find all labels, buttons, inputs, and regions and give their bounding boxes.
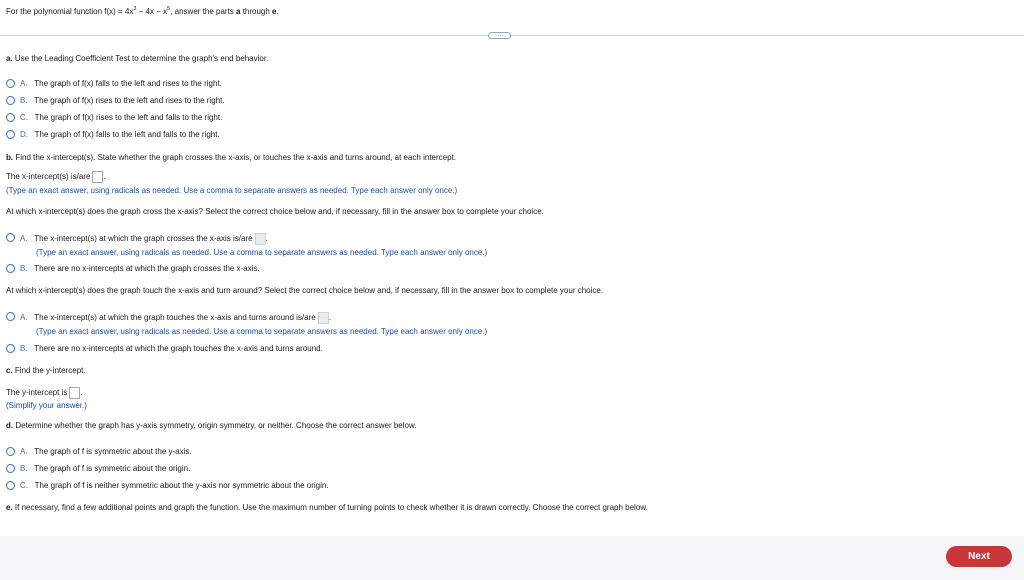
part-a-option-a-radio[interactable]	[6, 79, 15, 88]
part-d-option-c-radio[interactable]	[6, 481, 15, 490]
touch-option-b-radio[interactable]	[6, 344, 15, 353]
x-intercepts-input[interactable]	[92, 171, 103, 183]
part-a-option-d-radio[interactable]	[6, 130, 15, 139]
part-a-option-b-radio[interactable]	[6, 96, 15, 105]
next-button[interactable]: Next	[946, 546, 1012, 567]
part-d-option-a-radio[interactable]	[6, 447, 15, 456]
part-c-question: c. Find the y-intercept.	[6, 366, 86, 375]
section-divider	[0, 35, 1024, 36]
y-intercept-hint: (Simplify your answer.)	[6, 401, 87, 410]
y-intercept-input[interactable]	[69, 387, 80, 399]
cross-option-a[interactable]: A. The x-intercept(s) at which the graph crosses the x-axis is/are .	[20, 234, 268, 244]
cross-option-a-radio[interactable]	[6, 233, 15, 242]
touch-option-a-hint: (Type an exact answer, using radicals as needed. Use a comma to separate answers as needed. Type each answer only once.)	[36, 327, 488, 336]
y-intercept-row: The y-intercept is .	[6, 388, 83, 398]
part-d-option-b-radio[interactable]	[6, 464, 15, 473]
cross-option-b[interactable]: B. There are no x-intercepts at which the graph crosses the x-axis.	[20, 264, 260, 273]
cross-option-a-hint: (Type an exact answer, using radicals as needed. Use a comma to separate answers as needed. Type each answer only once.)	[36, 248, 488, 257]
more-button[interactable]: ····	[488, 32, 511, 39]
part-d-question: d. Determine whether the graph has y-axis symmetry, origin symmetry, or neither. Choose the correct answer below.	[6, 421, 417, 430]
footer-bar	[0, 536, 1024, 580]
part-a-option-c-radio[interactable]	[6, 113, 15, 122]
cross-answer-input[interactable]	[255, 233, 266, 245]
part-d-option-a[interactable]: A. The graph of f is symmetric about the y-axis.	[20, 447, 192, 456]
touch-option-a-radio[interactable]	[6, 312, 15, 321]
touch-question: At which x-intercept(s) does the graph touch the x-axis and turn around? Select the correct choice below and, if necessary, fill in the answer box to complete your choice.	[6, 286, 604, 295]
part-b-question: b. Find the x-intercept(s). State whether the graph crosses the x-axis, or touches the x-axis and turns around, at each intercept.	[6, 153, 457, 162]
part-e-question: e. If necessary, find a few additional points and graph the function. Use the maximum number of turning points to check whether it is drawn correctly. Choose the correct graph below.	[6, 503, 648, 512]
x-intercepts-hint: (Type an exact answer, using radicals as needed. Use a comma to separate answers as needed. Type each answer only once.)	[6, 186, 458, 195]
part-a-option-d[interactable]: D. The graph of f(x) falls to the left and falls to the right.	[20, 130, 220, 139]
part-a-question: a. Use the Leading Coefficient Test to determine the graph's end behavior.	[6, 54, 269, 63]
part-a-option-a[interactable]: A. The graph of f(x) falls to the left and rises to the right.	[20, 79, 222, 88]
cross-option-b-radio[interactable]	[6, 264, 15, 273]
x-intercepts-row: The x-intercept(s) is/are .	[6, 172, 106, 182]
touch-answer-input[interactable]	[318, 312, 329, 324]
touch-option-b[interactable]: B. There are no x-intercepts at which the graph touches the x-axis and turns around.	[20, 344, 323, 353]
part-a-option-b[interactable]: B. The graph of f(x) rises to the left and rises to the right.	[20, 96, 225, 105]
problem-statement: For the polynomial function $f(x) = 4x^3 - 4x - x^5$, answer the parts a through e.	[6, 6, 279, 16]
touch-option-a[interactable]: A. The x-intercept(s) at which the graph touches the x-axis and turns around is/are .	[20, 313, 331, 323]
cross-question: At which x-intercept(s) does the graph cross the x-axis? Select the correct choice below and, if necessary, fill in the answer box to complete your choice.	[6, 207, 544, 216]
part-a-option-c[interactable]: C. The graph of f(x) rises to the left and falls to the right.	[20, 113, 223, 122]
part-d-option-b[interactable]: B. The graph of f is symmetric about the origin.	[20, 464, 191, 473]
part-d-option-c[interactable]: C. The graph of f is neither symmetric about the y-axis nor symmetric about the origin.	[20, 481, 329, 490]
